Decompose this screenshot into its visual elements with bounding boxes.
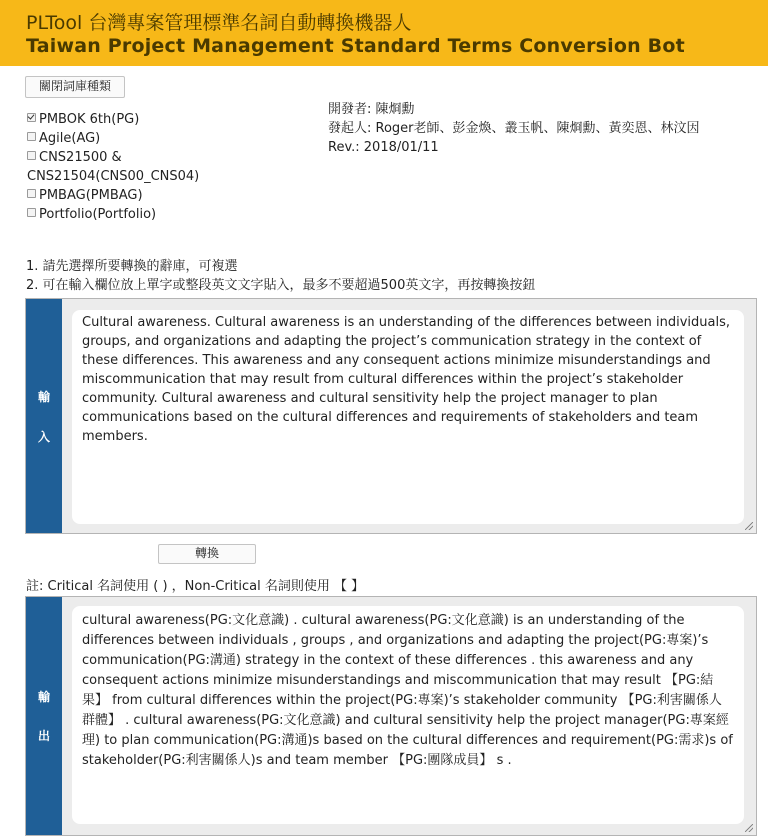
category-label: PMBOK 6th(PG) xyxy=(39,112,140,127)
toggle-category-button[interactable]: 關閉詞庫種類 xyxy=(25,76,125,98)
input-side-label xyxy=(26,299,62,533)
input-label-char-1: 輸 xyxy=(37,390,50,404)
instructions xyxy=(26,257,535,295)
output-label-char-1: 輸 xyxy=(37,690,50,704)
pmbok-checkbox[interactable] xyxy=(27,113,36,122)
portfolio-checkbox[interactable] xyxy=(27,208,36,217)
convert-button[interactable]: 轉換 xyxy=(158,544,256,564)
input-textarea[interactable]: Cultural awareness. Cultural awareness is an understanding of the differences between individuals, groups, and organizations and adapting the project’s communication strategy in the context of these differences. This awareness and any consequent actions minimize misunderstandings and miscommunication that may result from cultural differences within the project’s stakeholder community. Cultural awareness and cultural sensitivity help the project manager to plan communications based on the cultural differences and requirements of stakeholders and team members. xyxy=(72,310,744,524)
category-item-pmbok[interactable] xyxy=(27,110,232,129)
output-resize-handle-icon[interactable] xyxy=(745,824,753,832)
output-label-char-2: 出 xyxy=(37,729,50,743)
app-title-en: Taiwan Project Management Standard Terms Conversion Bot xyxy=(26,35,685,57)
credits-block xyxy=(328,100,700,157)
input-panel xyxy=(25,298,757,534)
output-panel xyxy=(25,596,757,836)
initiators-text: 發起人: Roger老師、彭金煥、叢玉帆、陳烱勳、黃奕恩、林汶因 xyxy=(328,121,700,136)
category-item-agile[interactable] xyxy=(27,129,232,148)
category-label: Portfolio(Portfolio) xyxy=(39,207,157,222)
category-label: CNS21500 & CNS21504(CNS00_CNS04) xyxy=(27,150,200,184)
category-item-pmbag[interactable] xyxy=(27,186,232,205)
input-label-char-2: 入 xyxy=(37,430,50,444)
app-title-zh: PLTool 台灣專案管理標準名詞自動轉換機器人 xyxy=(26,12,412,34)
output-textarea[interactable]: cultural awareness(PG:文化意識) . cultural awareness(PG:文化意識) is an understanding of the differences between individuals , groups , and organizations and adapting the project(PG:專案)’s communication(PG:溝通) strategy in the context of these differences . this awareness and any consequent actions minimize misunderstandings and miscommunication that may result 【PG:結果】 from cultural differences within the project(PG:專案)’s stakeholder community 【PG:利害關係人群體】 . cultural awareness(PG:文化意識) and cultural sensitivity help the project manager(PG:專案經理) to plan communication(PG:溝通)s based on the cultural differences and requirement(PG:需求)s of stakeholder(PG:利害關係人)s and team member 【PG:團隊成員】 s . xyxy=(72,606,744,824)
instruction-step-1: 1. 請先選擇所要轉換的辭庫，可複選 xyxy=(26,259,238,274)
agile-checkbox[interactable] xyxy=(27,132,36,141)
revision-text: Rev.: 2018/01/11 xyxy=(328,140,439,155)
developer-text: 開發者: 陳烱勳 xyxy=(328,102,415,117)
input-resize-handle-icon[interactable] xyxy=(745,522,753,530)
category-list xyxy=(27,110,232,224)
app-header xyxy=(0,0,768,66)
output-side-label xyxy=(26,597,62,835)
cns-checkbox[interactable] xyxy=(27,151,36,160)
category-item-portfolio[interactable] xyxy=(27,205,232,224)
instruction-step-2: 2. 可在輸入欄位放上單字或整段英文文字貼入，最多不要超過500英文字，再按轉換按鈕 xyxy=(26,278,536,293)
category-label: Agile(AG) xyxy=(39,131,101,146)
pmbag-checkbox[interactable] xyxy=(27,189,36,198)
usage-note: 註: Critical 名詞使用 ( ) ，Non-Critical 名詞則使用 【 】 xyxy=(26,579,365,594)
category-label: PMBAG(PMBAG) xyxy=(39,188,143,203)
category-item-cns[interactable] xyxy=(27,148,232,186)
